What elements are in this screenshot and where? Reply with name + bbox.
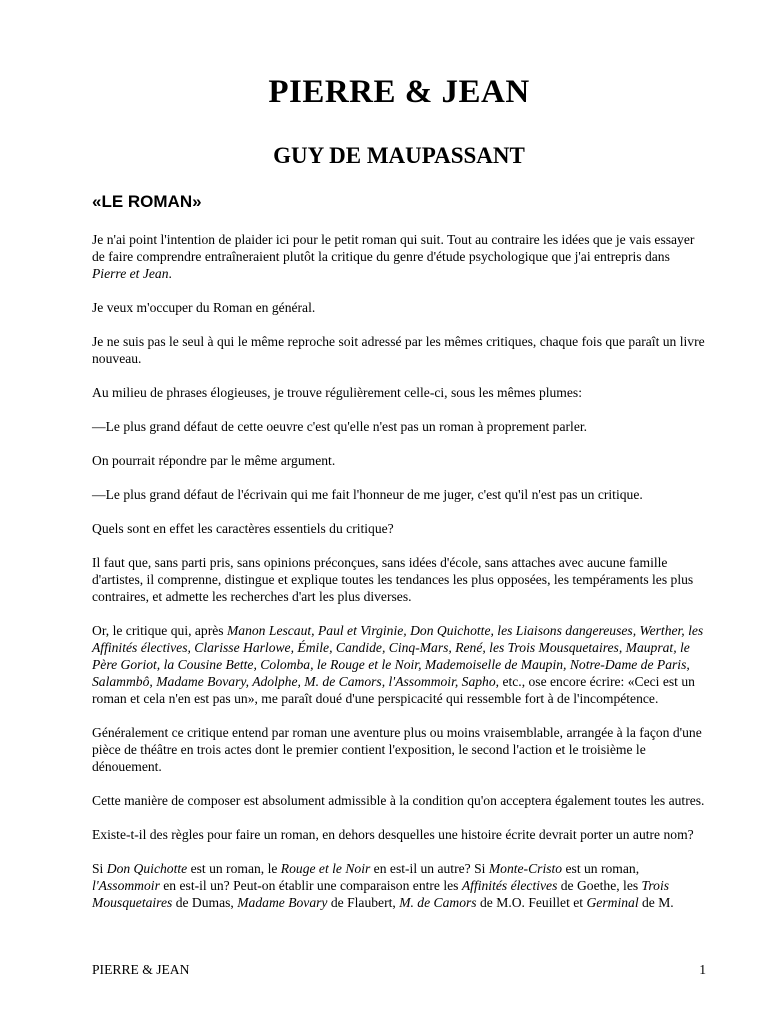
body-text bbox=[92, 231, 706, 928]
paragraph: —Le plus grand défaut de cette oeuvre c'est qu'elle n'est pas un roman à proprement parler. bbox=[92, 419, 588, 434]
paragraph: Il faut que, sans parti pris, sans opinions préconçues, sans idées d'école, sans attaches avec aucune famille d'artistes, il comprenne, distingue et explique toutes les tendances les plus opposées, les tempéraments les plus contraires, et admette les recherches d'art les plus diverses. bbox=[92, 555, 694, 604]
page-number: 1 bbox=[699, 962, 706, 977]
footer-title: PIERRE & JEAN bbox=[92, 962, 190, 977]
author-name: GUY DE MAUPASSANT bbox=[273, 143, 525, 168]
section-heading: «LE ROMAN» bbox=[92, 192, 202, 211]
paragraph: Si Don Quichotte est un roman, le Rouge et le Noir en est-il un autre? Si Monte-Cristo est un roman, l'Assommoir en est-il un? Peut-on établir une comparaison entre les Affinités électives de Goethe, les Trois Mousquetaires de Dumas, Madame Bovary de Flaubert, M. de Camors de M.O. Feuillet et Germinal de M. bbox=[92, 861, 674, 910]
paragraph: Or, le critique qui, après Manon Lescaut, Paul et Virginie, Don Quichotte, les Liaisons dangereuses, Werther, les Affinités électives, Clarisse Harlowe, Émile, Candide, Cinq-Mars, René, les Trois Mousquetaires, Mauprat, le Père Goriot, la Cousine Bette, Colomba, le Rouge et le Noir, Mademoiselle de Maupin, Notre-Dame de Paris, Salammbô, Madame Bovary, Adolphe, M. de Camors, l'Assommoir, Sapho, etc., ose encore écrire: «Ceci est un roman et cela n'en est pas un», me paraît doué d'une perspicacité qui ressemble fort à de l'incompétence. bbox=[92, 623, 704, 706]
paragraph: Existe-t-il des règles pour faire un roman, en dehors desquelles une histoire écrite devrait porter un autre nom? bbox=[92, 827, 694, 842]
paragraph: Au milieu de phrases élogieuses, je trouve régulièrement celle-ci, sous les mêmes plumes: bbox=[92, 385, 582, 400]
paragraph: Généralement ce critique entend par roman une aventure plus ou moins vraisemblable, arrangée à la façon d'une pièce de théâtre en trois actes dont le premier contient l'exposition, le second l'action et le troisième le dénouement. bbox=[92, 725, 702, 774]
paragraph: Je ne suis pas le seul à qui le même reproche soit adressé par les mêmes critiques, chaque fois que paraît un livre nouveau. bbox=[92, 334, 705, 366]
paragraph: Cette manière de composer est absolument admissible à la condition qu'on acceptera également toutes les autres. bbox=[92, 793, 705, 808]
paragraph: On pourrait répondre par le même argument. bbox=[92, 453, 336, 468]
paragraph: —Le plus grand défaut de l'écrivain qui me fait l'honneur de me juger, c'est qu'il n'est pas un critique. bbox=[92, 487, 643, 502]
paragraph: Je n'ai point l'intention de plaider ici pour le petit roman qui suit. Tout au contraire les idées que je vais essayer de faire comprendre entraîneraient plutôt la critique du genre d'étude psychologique que j'ai entrepris dans Pierre et Jean. bbox=[92, 232, 695, 281]
paragraph: Quels sont en effet les caractères essentiels du critique? bbox=[92, 521, 394, 536]
book-title: PIERRE & JEAN bbox=[268, 74, 530, 110]
paragraph: Je veux m'occuper du Roman en général. bbox=[92, 300, 316, 315]
